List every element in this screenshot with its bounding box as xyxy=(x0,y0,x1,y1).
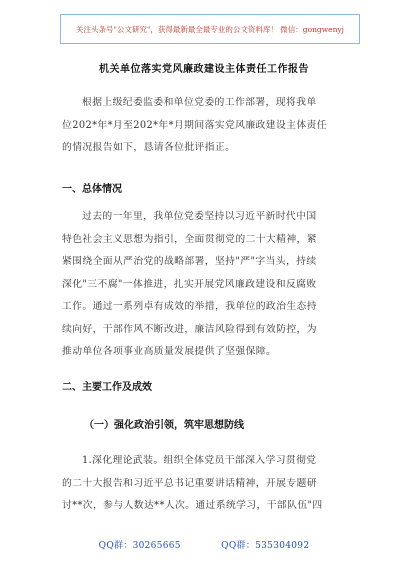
intro-line: 位202*年*月至202*年*月期间落实党风廉政建设主体责任 xyxy=(62,119,327,131)
section1-heading: 一、总体情况 xyxy=(62,184,122,195)
subsection1-line: 讨**次，参与人数达**人次。通过系统学习，干部队伍"四 xyxy=(62,500,323,511)
intro-line: 根据上级纪委监委和单位党委的工作部署，现将我单 xyxy=(82,97,317,108)
subsection1-line: 的二十大报告和习近平总书记重要讲话精神，开展专题研 xyxy=(62,477,317,489)
section1-line: 紧围绕全面从严治党的战略部署，坚持"严"字当头，持续 xyxy=(62,256,317,267)
intro-paragraph xyxy=(62,92,346,160)
promo-banner xyxy=(60,14,360,44)
section1-paragraph xyxy=(62,206,346,364)
document-title: 机关单位落实党风廉政建设主体责任工作报告 xyxy=(99,64,309,75)
subsection1-heading: （一）强化政治引领，筑牢思想防线 xyxy=(84,420,244,431)
section1-line: 推动单位各项事业高质量发展提供了坚强保障。 xyxy=(62,346,277,357)
section1-line: 过去的一年里，我单位党委坚持以习近平新时代中国 xyxy=(82,211,317,222)
footer-qq-group-2: QQ群：535304092 xyxy=(221,541,310,551)
section2-heading: 二、主要工作及成效 xyxy=(62,382,152,393)
subsection1-paragraph xyxy=(62,450,346,518)
intro-line: 的情况报告如下，恳请各位批评指正。 xyxy=(62,142,236,153)
section1-line: 深化"三不腐"一体推进，扎实开展党风廉政建设和反腐败 xyxy=(62,278,317,290)
footer-qq-group-1: QQ群：30265665 xyxy=(98,541,181,551)
promo-banner-text: 关注头条号"公文研究"，获得最新最全最专业的公文资料库！ 微信：gongwenyj xyxy=(76,24,344,34)
subsection1-line: 1.深化理论武装。组织全体党员干部深入学习贯彻党 xyxy=(82,455,317,466)
section1-line: 工作。通过一系列卓有成效的举措，我单位的政治生态持 xyxy=(62,301,317,312)
footer-contact xyxy=(0,538,408,551)
section1-line: 续向好，干部作风不断改进，廉洁风险得到有效防控，为 xyxy=(62,323,317,335)
section1-line: 特色社会主义思想为指引，全面贯彻党的二十大精神，紧 xyxy=(62,233,317,245)
